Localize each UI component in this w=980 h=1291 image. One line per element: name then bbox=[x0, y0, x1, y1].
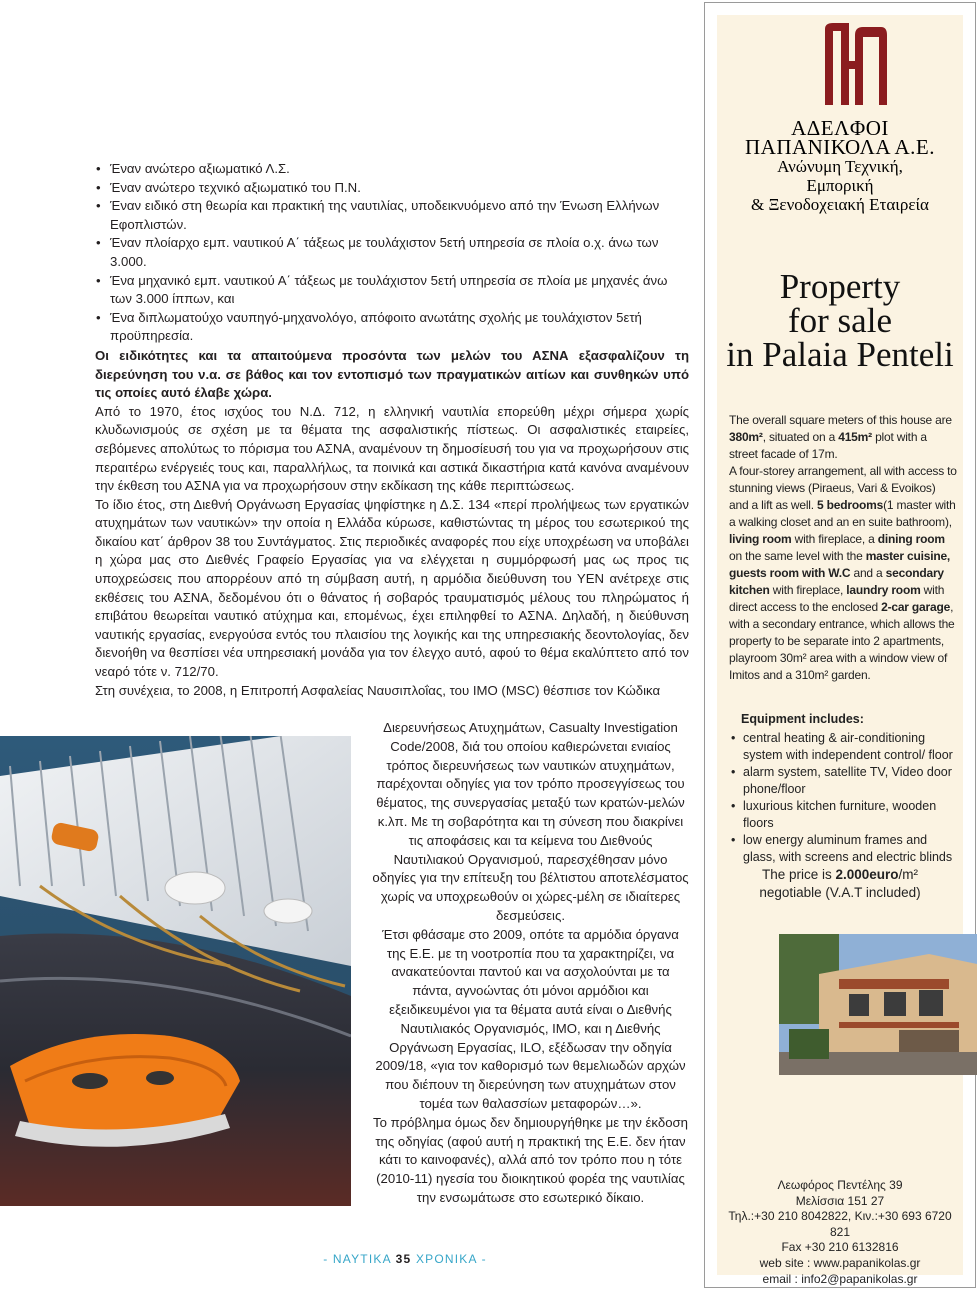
paragraph: Διερευνήσεως Ατυχημάτων, Casualty Investigation Code/2008, διά του οποίου καθιερώνεται ενιαίος τρόπος διερευνήσεως των ναυτικών ατυχημάτων, παρέχονται οδηγίες για τον τρόπο προσεγγίσεως του θέματος, της συνεργασίας μεταξύ των κρατών-μελών κ.λπ. Με τη σοβαρότητα και τη σύνεση που διακρίνει τις αποφάσεις και τα κείμενα του Διεθνούς Ναυτιλιακού Οργανισμού, παρεσχέθησαν μόνο οδηγίες για την επίτευξη του βέλτιστου αποτελέσματος χωρίς να υποχρεωθούν οι χώρες-μέλη σε ιδιαίτερες δεσμεύσεις. bbox=[372, 720, 689, 923]
list-item: • alarm system, satellite TV, Video door phone/floor bbox=[729, 764, 957, 798]
website-link[interactable]: web site : www.papanikolas.gr bbox=[759, 1255, 921, 1270]
committee-member-list bbox=[95, 160, 689, 346]
bold-run: living room bbox=[729, 532, 792, 546]
bold-run: master cuisine, guests room with W.C bbox=[729, 549, 951, 580]
title-line: for sale bbox=[788, 301, 892, 340]
bold-run: 2-car garage bbox=[881, 600, 951, 614]
text-run: (1 master with a walking closet and an en suite bathroom), bbox=[729, 498, 956, 529]
address-city: Μελίσσια 151 27 bbox=[795, 1193, 885, 1208]
ad-panel bbox=[717, 15, 963, 1286]
list-item: • central heating & air-conditioning system with independent control/ floor bbox=[729, 730, 957, 764]
company-name-line1: ΑΔΕΛΦΟΙ bbox=[791, 116, 889, 140]
company-name-line2: ΠΑΠΑΝΙΚΟΛΑ Α.Ε. bbox=[744, 135, 936, 159]
ship-illustration bbox=[0, 736, 351, 1206]
list-item: • Έναν ανώτερο τεχνικό αξιωματικό του Π.Ν. bbox=[95, 179, 689, 198]
equipment-section bbox=[729, 711, 957, 866]
text-run: on the same level with the bbox=[729, 549, 866, 563]
list-item: • low energy aluminum frames and glass, with screens and electric blinds bbox=[729, 832, 957, 866]
title-line: in Palaia Penteli bbox=[726, 335, 954, 374]
folio-right: ΧΡΟΝΙΚΑ - bbox=[415, 1252, 487, 1266]
description-paragraph bbox=[729, 412, 957, 463]
folio-left: - ΝΑΥΤΙΚΑ bbox=[323, 1252, 392, 1266]
text-run: with fireplace, a bbox=[791, 532, 878, 546]
equipment-heading: Equipment includes: bbox=[741, 712, 864, 726]
list-item: • Ένα μηχανικό εμπ. ναυτικού Α΄ τάξεως με τουλάχιστον 5ετή υπηρεσία σε πλοία με μηχανές άνω των 3.000 ίππων, και bbox=[95, 272, 689, 309]
bold-run: dining room bbox=[877, 532, 945, 546]
property-description bbox=[729, 412, 957, 684]
list-item: • luxurious kitchen furniture, wooden floors bbox=[729, 798, 957, 832]
price-value: 2.000euro bbox=[835, 867, 899, 882]
price-block bbox=[717, 866, 963, 902]
text-run: The overall square meters of this house are bbox=[729, 413, 952, 427]
paragraph: Το ίδιο έτος, στη Διεθνή Οργάνωση Εργασίας ψηφίστηκε η Δ.Σ. 134 «περί προλήψεως των εργατικών ατυχημάτων των ναυτικών» την οποία η Ελλάδα κύρωσε, καθιστώντας τη μέρος του εσωτερικού της δικαίου κατ΄ άρθρον 38 του Συντάγματος. Στις περιοδικές αναφορές που είχε υποχρέωση να υποβάλει η χώρα μας στο Διεθνές Γραφείο Εργασίας για να ελέγχεται η συμμόρφωσή μας ως προς τις υποχρεώσεις που απορρέουν από τη σύμβαση αυτή, η αρμόδια διεύθυνση του ΥΕΝ ανέτρεχε στις εκθέσεις του ΑΣΝΑ, δεδομένου ότι ο θάνατος ή σοβαρός τραυματισμός μέλους του πληρώματος ή επιβάτου θεωρείται ναυτικό ατύχημα και, επομένως, έχει επιληφθεί το ΑΣΝΑ. Δηλαδή, η διεύθυνση ναυτικής εργασίας, ενεργούσα εντός του πλαισίου της λογικής και της υπηρεσιακής δεοντολογίας, δεν διενοήθη να θεσπίσει νέα υπηρεσιακή μονάδα για τον έλεγχο αυτό, αφού το θέμα εκαλύπτετο από τον νεαρό τότε ν. 712/70. bbox=[95, 496, 689, 680]
page-number: 35 bbox=[395, 1252, 412, 1266]
company-name-block bbox=[717, 116, 963, 214]
article-body bbox=[95, 160, 689, 700]
list-item: • Ένα διπλωματούχο ναυπηγό-μηχανολόγο, απόφοιτο ανωτάτης σχολής με τουλάχιστον 5ετή προϋπηρεσία. bbox=[95, 309, 689, 346]
company-descriptor-line1: Ανώνυμη Τεχνική, bbox=[777, 157, 903, 176]
text-run: , with a secondary entrance, which allows the property to be separate into 2 apartments, playroom 30m² area with a window view of Imitos and a 310m² garden. bbox=[729, 600, 955, 682]
email-link[interactable]: email : info2@papanikolas.gr bbox=[762, 1271, 918, 1286]
price-line bbox=[717, 866, 963, 884]
text-run: with fireplace, bbox=[769, 583, 847, 597]
capsized-ship-photo bbox=[0, 736, 351, 1206]
text-run: , situated on a bbox=[762, 430, 839, 444]
price-note: negotiable (V.A.T included) bbox=[759, 885, 921, 900]
bold-run: secondary kitchen bbox=[729, 566, 944, 597]
price-unit: /m² bbox=[898, 867, 919, 882]
company-descriptor-line3: & Ξενοδοχειακή Εταιρεία bbox=[751, 195, 929, 214]
fax-line: Fax +30 210 6132816 bbox=[781, 1240, 899, 1255]
description-paragraph bbox=[729, 463, 957, 684]
house-illustration bbox=[779, 934, 977, 1075]
paragraph: Από το 1970, έτος ισχύος του Ν.Δ. 712, η ελληνική ναυτιλία επορεύθη μέχρι σήμερα χωρίς κλυδωνισμούς σε σχέση με τα θέματα της ασφαλιστικής πίστεως. Οι ασφαλιστικές εταιρείες, σεβόμενες απολύτως το πόρισμα του ΑΣΝΑ, αναμένουν τη δημοσίευσή του για να προχωρήσουν στις περαιτέρω ενέργειές τους και, παραλλήλως, τα ποινικά και αστικά δικαστήρια κατά κανόνα αναμένουν την έκθεση του ΑΣΝΑ για να προχωρήσουν στην εκδίκαση της κάθε περιπτώσεως. bbox=[95, 403, 689, 494]
contact-block bbox=[717, 1178, 963, 1287]
title-line: Property bbox=[779, 267, 901, 306]
list-item: • Έναν πλοίαρχο εμπ. ναυτικού Α΄ τάξεως με τουλάχιστον 5ετή υπηρεσία σε πλοία ο.χ. άνω των 3.000. bbox=[95, 234, 689, 271]
list-item: • Έναν ειδικό στη θεωρία και πρακτική της ναυτιλίας, υποδεικνυόμενο από την Ένωση Ελλήνων Εφοπλιστών. bbox=[95, 197, 689, 234]
bold-run: 5 bedrooms bbox=[817, 498, 884, 512]
company-descriptor-line2: Εμπορική bbox=[806, 176, 874, 195]
address-street: Λεωφόρος Πεντέλης 39 bbox=[777, 1178, 903, 1192]
phone-line: Τηλ.:+30 210 8042822, Κιν.:+30 693 6720 821 bbox=[728, 1209, 952, 1239]
text-run: and a bbox=[850, 566, 886, 580]
text-run: plot with a street facade of 17m. bbox=[729, 430, 927, 461]
company-logo-icon bbox=[819, 21, 891, 107]
bold-run: 380m² bbox=[729, 430, 763, 444]
equipment-list bbox=[729, 730, 957, 866]
page-folio bbox=[0, 1252, 810, 1266]
lead-paragraph: Οι ειδικότητες και τα απαιτούμενα προσόντα των μελών του ΑΣΝΑ εξασφαλίζουν τη διερεύνηση του ν.α. σε βάθος και τον εντοπισμό των πραγματικών αιτίων και συνθηκών υπό τις οποίες αυτό έλαβε χώρα. bbox=[95, 347, 689, 401]
bold-run: 415m² bbox=[838, 430, 872, 444]
house-photo bbox=[779, 934, 977, 1075]
ad-title bbox=[717, 267, 963, 374]
paragraph: Έτσι φθάσαμε στο 2009, οπότε τα αρμόδια όργανα της Ε.Ε. με τη νοοτροπία που τα χαρακτηρίζει, να ανακατεύονται παντού και να ασχολούνται με τα πάντα, αγνοώντας ότι μόνοι αρμόδιοι και εξειδικευμένοι για τα θέματα αυτά είναι ο Διεθνής Ναυτιλιακός Οργανισμός, ΙΜΟ, και η Διεθνής Οργάνωση Εργασίας, ILO, εξέδωσαν την οδηγία 2009/18, «για τον καθορισμό των θεμελιωδών αρχών που διέπουν τη διερεύνηση των ατυχημάτων στον τομέα των θαλασσίων μεταφορών…». bbox=[375, 926, 686, 1111]
text-run: with direct access to the enclosed bbox=[729, 583, 945, 614]
paragraph: Στη συνέχεια, το 2008, η Επιτροπή Ασφαλείας Ναυσιπλοΐας, του ΙΜΟ (MSC) θέσπισε τον Κώδικα bbox=[95, 682, 661, 698]
article-continuation bbox=[372, 719, 689, 1208]
list-item: • Έναν ανώτερο αξιωματικό Λ.Σ. bbox=[95, 160, 689, 179]
property-advertisement bbox=[704, 2, 976, 1288]
text-run: A four-storey arrangement, all with access to stunning views (Piraeus, Vari & Evoikos) and a lift as well. bbox=[729, 464, 957, 512]
price-prefix: The price is bbox=[761, 867, 836, 882]
bold-run: laundry room bbox=[846, 583, 921, 597]
paragraph: Το πρόβλημα όμως δεν δημιουργήθηκε με την έκδοση της οδηγίας (αφού αυτή η πρακτική της Ε.Ε. δεν ήταν κάτι το καινοφανές), αλλά από τον τρόπο που η τότε (2010-11) ηγεσία του διοικητικού φορέα της ναυτιλίας την ενσωμάτωσε στο εσωτερικό δίκαιο. bbox=[372, 1114, 689, 1205]
